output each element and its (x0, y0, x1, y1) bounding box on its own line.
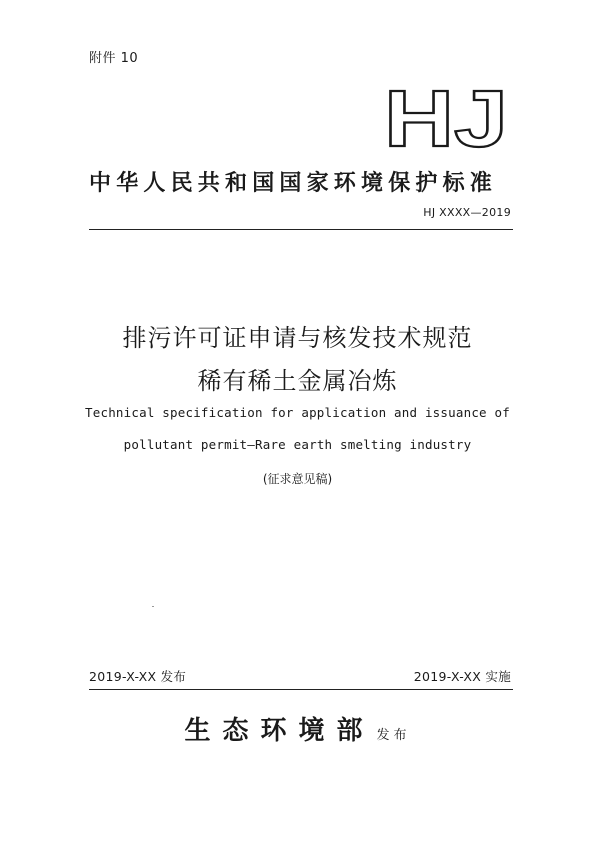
scan-speck (152, 606, 154, 607)
title-en-line1: Technical specification for application and issuance of (85, 405, 510, 420)
bottom-divider (89, 689, 513, 690)
issuer-name: 生态环境部 (184, 716, 375, 746)
title-en-line2: pollutant permit—Rare earth smelting industry (123, 437, 472, 452)
release-date: 2019-X-XX 发布 (89, 669, 187, 684)
hj-logo (384, 86, 510, 150)
issuer-line (0, 710, 595, 747)
attachment-label: 附件 10 (89, 51, 139, 66)
title-cn-line1: 排污许可证申请与核发技术规范 (122, 324, 473, 352)
standard-organization: 中华人民共和国国家环境保护标准 (89, 171, 498, 196)
top-divider (89, 229, 513, 230)
issuer-suffix: 发布 (376, 728, 411, 743)
effective-date: 2019-X-XX 实施 (413, 669, 511, 684)
hj-logo-text: HJ (384, 86, 508, 150)
standard-number: HJ XXXX—2019 (423, 206, 511, 219)
title-cn-line2: 稀有稀土金属冶炼 (197, 367, 398, 395)
draft-note: (征求意见稿) (262, 472, 333, 486)
